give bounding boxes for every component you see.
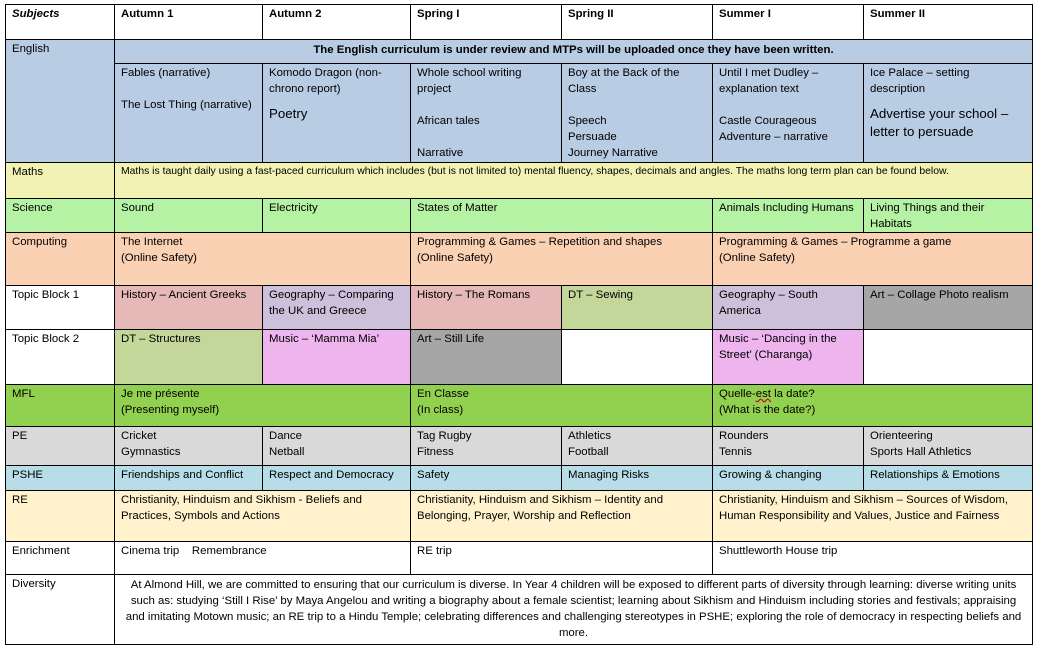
computing-unit: Programming & Games – Programme a game [719,236,952,248]
pe-sport: Cricket [121,430,157,442]
english-units-row [6,64,1033,163]
header-spring-1: Spring I [411,5,562,40]
computing-summer [713,233,1033,286]
pe-sport: Dance [269,430,302,442]
re-label: RE [6,491,115,542]
science-summer-1: Animals Including Humans [713,199,864,233]
mfl-translation: (Presenting myself) [121,404,220,416]
topic-block-1-label: Topic Block 1 [6,286,115,330]
pe-autumn-2 [263,427,411,466]
topic1-spring-1: History – The Romans [411,286,562,330]
pshe-row [6,466,1033,491]
enrichment-label: Enrichment [6,542,115,575]
computing-label: Computing [6,233,115,286]
science-summer-2: Living Things and their Habitats [864,199,1033,233]
header-summer-1: Summer I [713,5,864,40]
curriculum-table [5,4,1033,645]
mfl-unit-part: la date? [770,388,815,400]
mfl-translation: (In class) [417,404,464,416]
computing-autumn [115,233,411,286]
english-autumn-1 [115,64,263,163]
pshe-summer-2: Relationships & Emotions [864,466,1033,491]
computing-unit: Programming & Games – Repetition and shapes [417,236,663,248]
mfl-autumn [115,385,411,427]
mfl-unit [719,386,1026,402]
english-unit: Ice Palace – setting description [870,67,970,95]
pe-sport: Athletics [568,430,612,442]
english-unit: Speech [568,115,607,127]
header-autumn-2: Autumn 2 [263,5,411,40]
diversity-statement: At Almond Hill, we are committed to ensuring that our curriculum is diverse. In Year 4 children will be exposed to different parts of diversity through learning: diverse writing units such as: studying ‘Still I Rise’ by Maya Angelou and writing a biography about a female scientist; learning about Sikhism and Hinduism including stories and festivals; appraising and imitating Motown music; an RE trip to a Hindu Temple; celebrating differences and challenging stereotypes in PSHE; exploring the role of democracy in respecting beliefs and more. [115,575,1033,645]
topic-block-1-row [6,286,1033,330]
science-spring: States of Matter [411,199,713,233]
topic1-autumn-2: Geography – Comparing the UK and Greece [263,286,411,330]
enrichment-summer: Shuttleworth House trip [713,542,1033,575]
pe-spring-2 [562,427,713,466]
science-autumn-2: Electricity [263,199,411,233]
pshe-autumn-1: Friendships and Conflict [115,466,263,491]
mfl-summer [713,385,1033,427]
english-unit: Castle Courageous Adventure – narrative [719,115,828,143]
english-unit: Narrative [417,147,464,159]
pe-label: PE [6,427,115,466]
mfl-label: MFL [6,385,115,427]
computing-spring [411,233,713,286]
pe-sport: Orienteering [870,430,933,442]
pshe-label: PSHE [6,466,115,491]
maths-row [6,163,1033,199]
pe-row [6,427,1033,466]
english-unit: Fables (narrative) [121,67,211,79]
pe-sport: Sports Hall Athletics [870,446,972,458]
pe-sport: Tag Rugby [417,430,472,442]
english-unit: Poetry [269,106,308,121]
topic1-summer-1: Geography – South America [713,286,864,330]
pe-spring-1 [411,427,562,466]
mfl-unit: En Classe [417,388,469,400]
pe-autumn-1 [115,427,263,466]
diversity-label: Diversity [6,575,115,645]
topic1-spring-2: DT – Sewing [562,286,713,330]
re-autumn: Christianity, Hinduism and Sikhism - Beliefs and Practices, Symbols and Actions [115,491,411,542]
pshe-spring-2: Managing Risks [562,466,713,491]
english-unit: Komodo Dragon (non-chrono report) [269,67,382,95]
science-autumn-1: Sound [115,199,263,233]
mfl-row [6,385,1033,427]
pe-sport: Netball [269,446,305,458]
pe-sport: Football [568,446,609,458]
english-note-row [6,40,1033,64]
enrichment-row [6,542,1033,575]
topic-block-2-row [6,330,1033,385]
topic2-spring-2 [562,330,713,385]
mfl-spring [411,385,713,427]
re-spring: Christianity, Hinduism and Sikhism – Identity and Belonging, Prayer, Worship and Reflection [411,491,713,542]
computing-row [6,233,1033,286]
topic2-summer-1: Music – ‘Dancing in the Street’ (Charanga) [713,330,864,385]
mfl-translation: (What is the date?) [719,404,816,416]
pe-summer-2 [864,427,1033,466]
english-autumn-2 [263,64,411,163]
pe-sport: Tennis [719,446,752,458]
topic1-autumn-1: History – Ancient Greeks [115,286,263,330]
computing-note: (Online Safety) [121,252,197,264]
science-label: Science [6,199,115,233]
english-spring-2 [562,64,713,163]
maths-description: Maths is taught daily using a fast-paced curriculum which includes (but is not limited to) mental fluency, shapes, decimals and angles. The maths long term plan can be found below. [115,163,1033,199]
enrichment-autumn: Cinema trip Remembrance [115,542,411,575]
pe-sport: Rounders [719,430,769,442]
english-unit: Journey Narrative [568,147,658,159]
topic2-summer-2 [864,330,1033,385]
pe-summer-1 [713,427,864,466]
english-unit: Boy at the Back of the Class [568,67,680,95]
english-spring-1 [411,64,562,163]
english-review-note: The English curriculum is under review and MTPs will be uploaded once they have been written. [115,40,1033,64]
english-unit: Persuade [568,131,617,143]
spellcheck-squiggle: est [755,388,771,400]
re-summer: Christianity, Hinduism and Sikhism – Sources of Wisdom, Human Responsibility and Values, Justice and Fairness [713,491,1033,542]
pshe-summer-1: Growing & changing [713,466,864,491]
computing-unit: The Internet [121,236,183,248]
english-unit: Whole school writing project [417,67,522,95]
diversity-row [6,575,1033,645]
english-summer-1 [713,64,864,163]
re-row [6,491,1033,542]
topic-block-2-label: Topic Block 2 [6,330,115,385]
topic2-autumn-1: DT – Structures [115,330,263,385]
mfl-unit: Je me présente [121,388,200,400]
english-unit: African tales [417,115,480,127]
pe-sport: Fitness [417,446,454,458]
header-spring-2: Spring II [562,5,713,40]
computing-note: (Online Safety) [719,252,795,264]
topic2-spring-1: Art – Still Life [411,330,562,385]
enrichment-spring: RE trip [411,542,713,575]
english-summer-2 [864,64,1033,163]
topic2-autumn-2: Music – ‘Mamma Mia’ [263,330,411,385]
science-row [6,199,1033,233]
pshe-autumn-2: Respect and Democracy [263,466,411,491]
topic1-summer-2: Art – Collage Photo realism [864,286,1033,330]
pshe-spring-1: Safety [411,466,562,491]
computing-note: (Online Safety) [417,252,493,264]
english-unit: Advertise your school – letter to persuade [870,106,1009,139]
pe-sport: Gymnastics [121,446,181,458]
english-unit: Until I met Dudley – explanation text [719,67,819,95]
english-label: English [6,40,115,163]
header-subjects: Subjects [6,5,115,40]
english-unit: The Lost Thing (narrative) [121,99,252,111]
header-row [6,5,1033,40]
header-summer-2: Summer II [864,5,1033,40]
maths-label: Maths [6,163,115,199]
mfl-unit-part: Quelle- [719,388,756,400]
header-autumn-1: Autumn 1 [115,5,263,40]
